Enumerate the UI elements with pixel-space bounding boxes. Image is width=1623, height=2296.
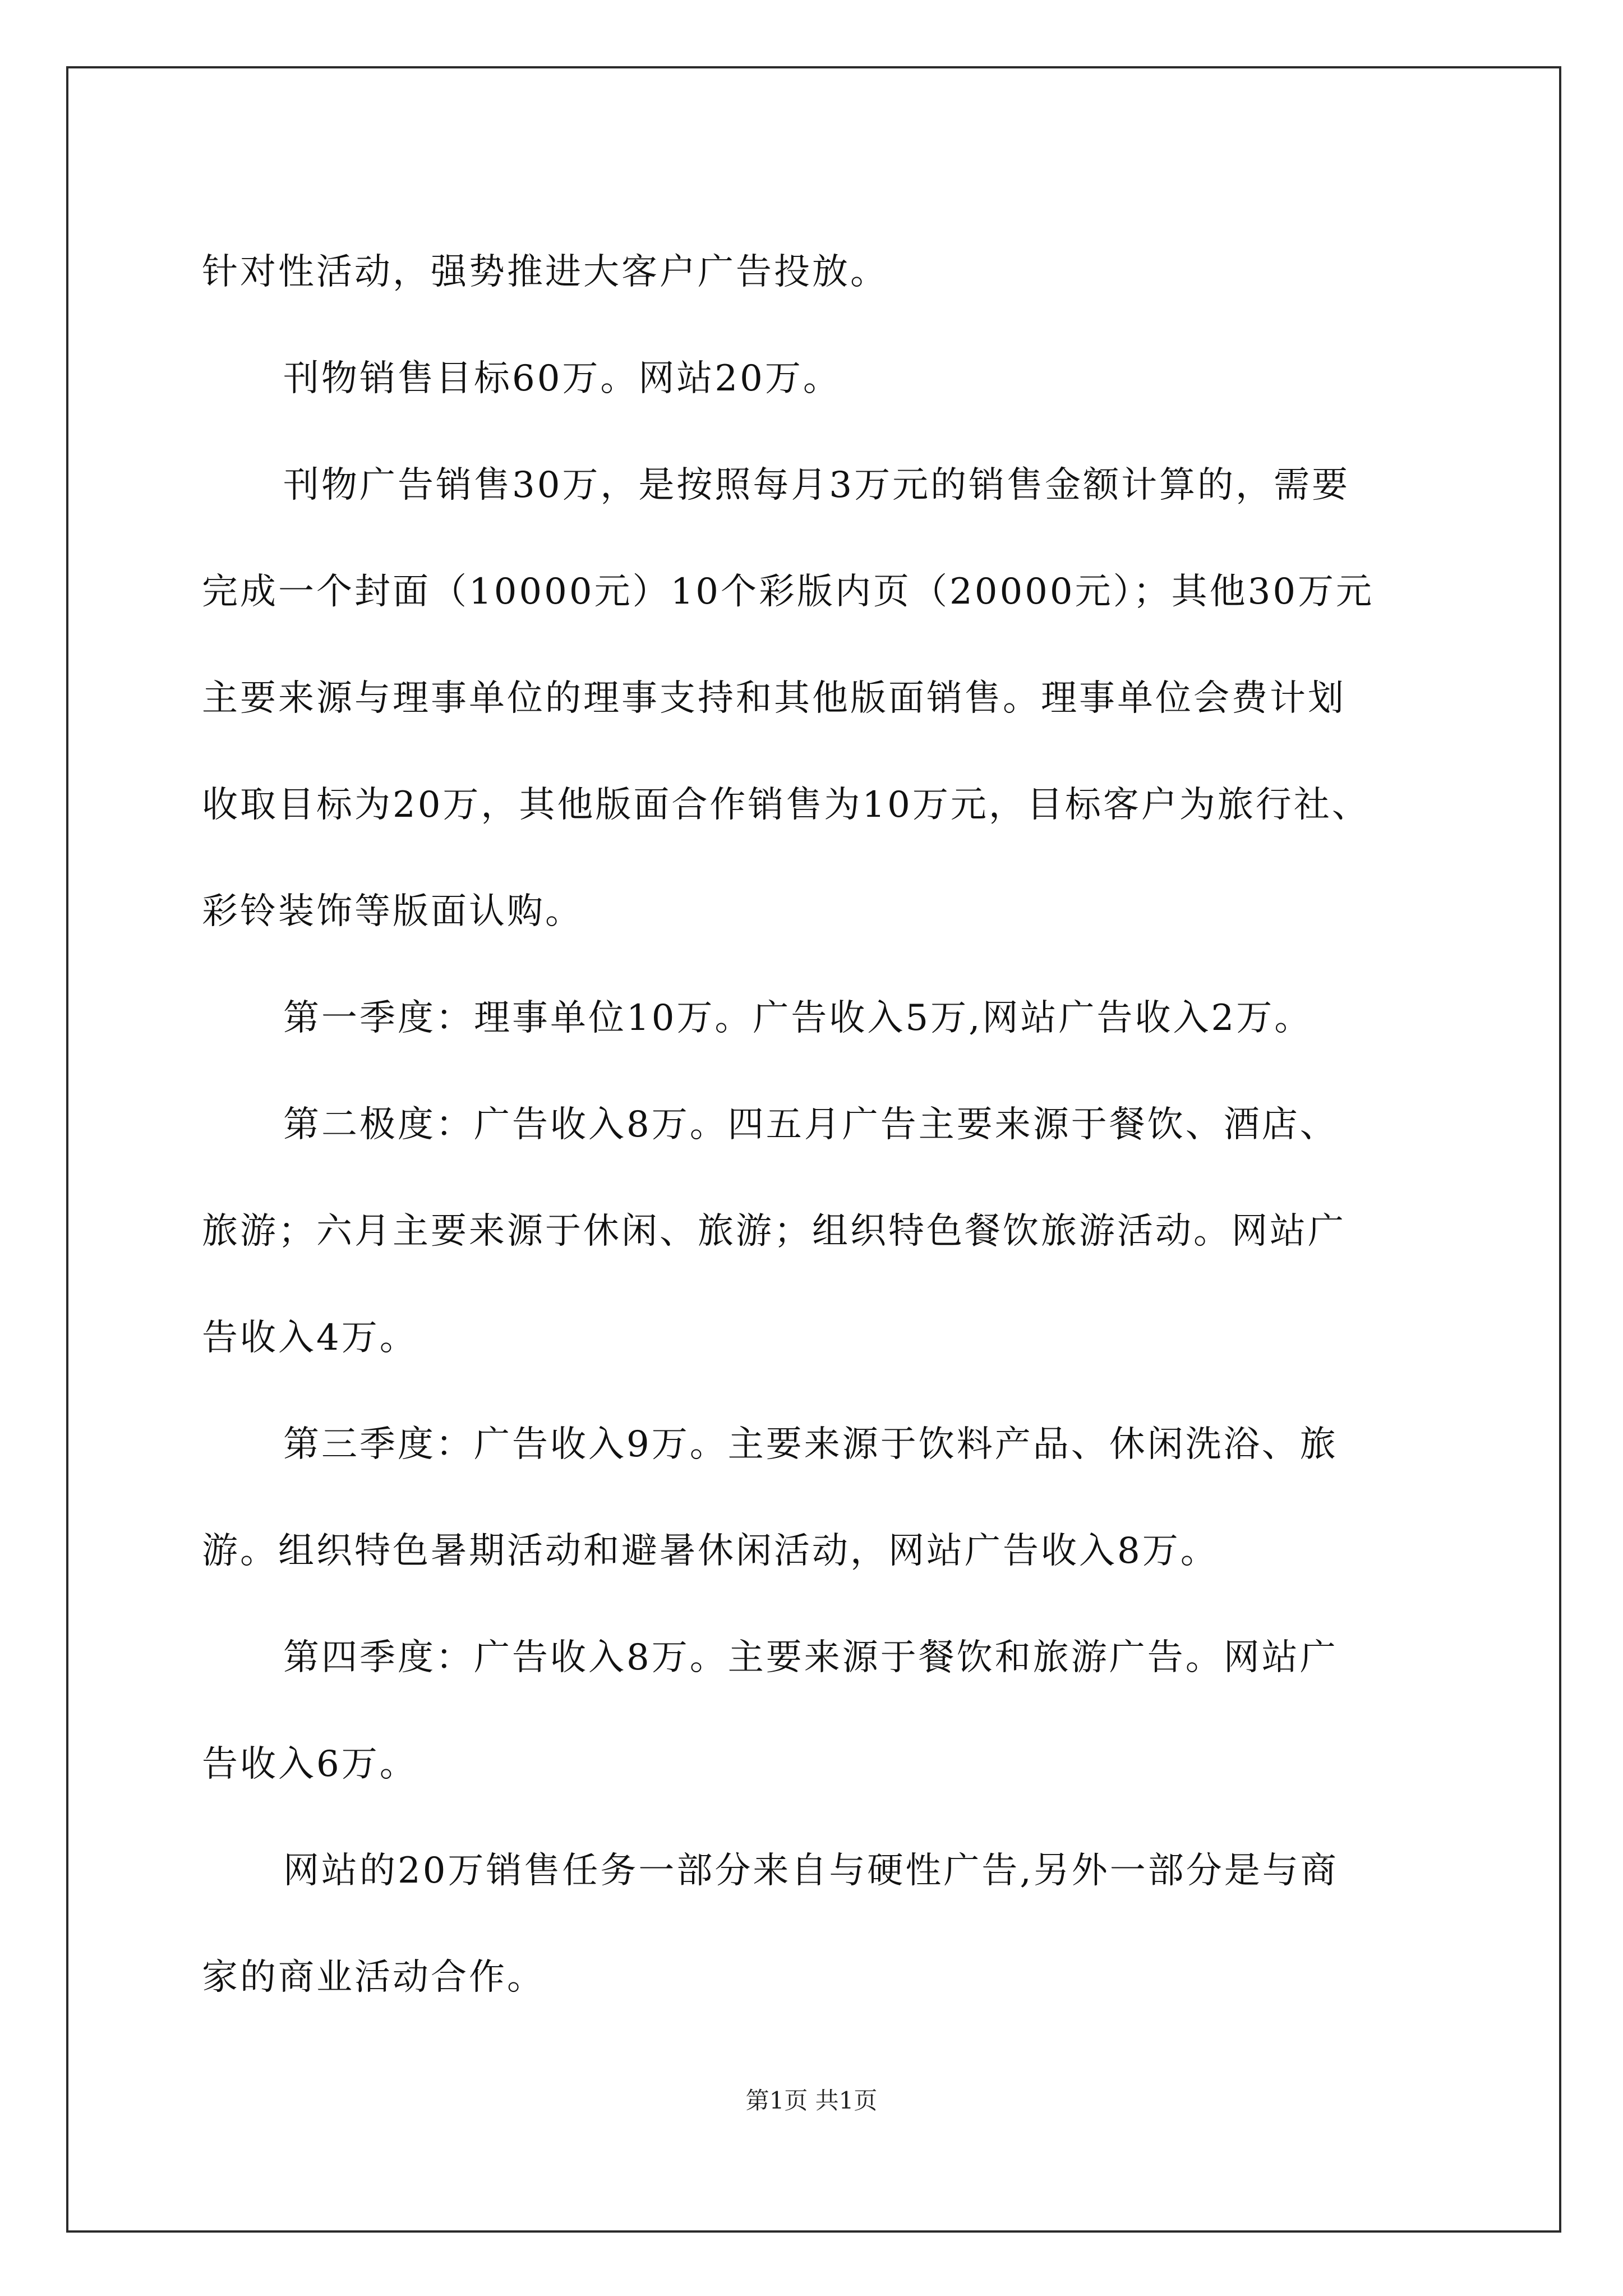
paragraph-line: 针对性活动，强势推进大客户广告投放。 [202, 251, 888, 293]
paragraph-line: 第二极度：广告收入8万。四五月广告主要来源于餐饮、酒店、 [283, 1104, 1338, 1145]
paragraph-line: 告收入4万。 [202, 1317, 418, 1359]
paragraph-line: 网站的20万销售任务一部分来自与硬性广告,另外一部分是与商 [283, 1850, 1339, 1892]
document-body [202, 219, 1436, 2031]
paragraph-line: 刊物广告销售30万，是按照每月3万元的销售金额计算的，需要 [283, 464, 1350, 506]
page-number-footer: 第1页 共1页 [745, 2087, 878, 2114]
paragraph-line: 旅游；六月主要来源于休闲、旅游；组织特色餐饮旅游活动。网站广 [202, 1211, 1346, 1252]
paragraph-line: 家的商业活动合作。 [202, 1957, 545, 1998]
paragraph-line: 第三季度：广告收入9万。主要来源于饮料产品、休闲洗浴、旅 [283, 1424, 1338, 1465]
paragraph-line: 主要来源与理事单位的理事支持和其他版面销售。理事单位会费计划 [202, 678, 1346, 719]
paragraph-line: 彩铃装饰等版面认购。 [202, 891, 583, 932]
paragraph-line: 第四季度：广告收入8万。主要来源于餐饮和旅游广告。网站广 [283, 1637, 1338, 1678]
paragraph-line: 收取目标为20万，其他版面合作销售为10万元，目标客户为旅行社、 [202, 784, 1370, 826]
paragraph-line: 完成一个封面（10000元）10个彩版内页（20000元）；其他30万元 [202, 571, 1375, 613]
paragraph-line: 第一季度：理事单位10万。广告收入5万,网站广告收入2万。 [283, 997, 1313, 1039]
paragraph-line: 刊物销售目标60万。网站20万。 [283, 358, 841, 399]
paragraph-line: 告收入6万。 [202, 1743, 418, 1785]
paragraph-line: 游。组织特色暑期活动和避暑休闲活动，网站广告收入8万。 [202, 1530, 1219, 1572]
